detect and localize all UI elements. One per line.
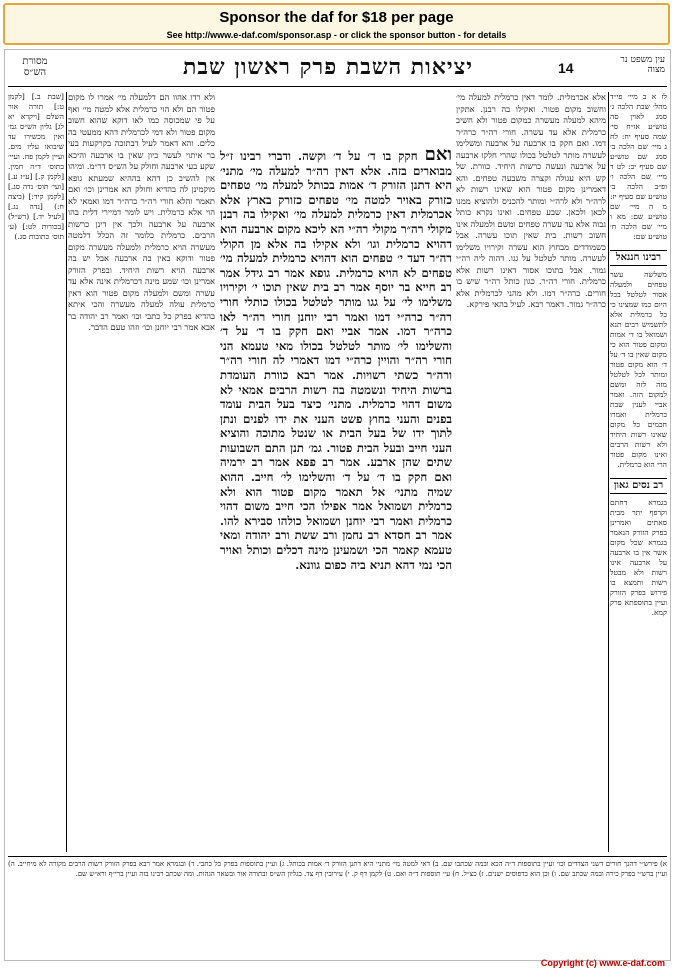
rashi-text: אלא אכרמלית. לומר דאין כרמלית למעלה מי׳ וחשוב מקום פטור. ואקילו בה רבנן. אתקין מיהא למעלה מעשרה כמקום פטור ולא חשיב כרמלית אלא עד עשרה. חורי רה״ר כרה״ר דמו. ואם חקק בו ארבעה על ארבעה ומשלימו לעשרה מותר לטלטל בכולו שהרי חלקו ארבעה על ארבעה ונעשה כרשות היחיד. כוורת. של קש היא עגולה וקצרה משבעה טפחים. והא דאמרינן מקום פטור הוא שאינו רשות לא לרה״ר ולא לרה״י ומותר להכניס ולהוציא ממנו לכאן ולכאן. שבע טפחים. ואינו נקרא כותל גבוה אלא עד עשרה טפחים ומשם ולמעלה אינו חשוב רשות. בית שאין תוכו עשרה. אבל כשמודדים מבחוץ הוא עשרה וקירויו משלימו לעשרה. מותר לטלטל על גגו. דהוה ליה רה״י גמור. אבל בתוכו אסור דאינו רשות אלא כרמלית. חורי רה״ר. כגון כותל רה״ר שיש בו חורים. כרה״ר דמו. ולא מהני לכרמלית אלא כרה״ר גמור. דאמר רבא. לעיל בהאי פירקא. — [456, 92, 606, 309]
masoret-hashas-title: מסורת הש״ס — [22, 56, 48, 78]
sponsor-title[interactable]: Sponsor the daf for $18 per page — [219, 9, 454, 26]
tractate-title: יציאות השבת פרק ראשון שבת — [182, 54, 473, 80]
ein-mishpat-column — [610, 92, 667, 852]
rav-nissim-gaon-title: רב נסים גאון — [610, 478, 667, 494]
daf-number: 14 — [558, 60, 574, 76]
sponsor-banner[interactable] — [3, 3, 670, 45]
gemara-column — [220, 148, 452, 848]
tosafot-column — [68, 92, 215, 852]
rabbeinu-chananel-title: רבינו חננאל — [610, 250, 667, 266]
column-divider — [66, 92, 67, 852]
masoret-text: [שבת ב.] [לקמן ט:] תורה אור השלם [ויקרא יא לג] גליון הש״ס גמ׳ ואין מכשירו עד שיבואו עליו מים. ועיין לקמן פח. ועיי׳ בתוס׳ ד״ה חמין. [לקמן ק.] [ע״ז ע.] [ועי׳ תוס׳ נדה סג.] [לקמן קיד:] (ביצה ח:) [נדה נג.] [לעיל יד.] (רש״ל) [בכורות לט:] (ע׳ תוס׳ כתובות סג.) — [8, 92, 64, 241]
column-divider — [608, 92, 609, 852]
page-header — [8, 52, 667, 87]
ein-mishpat-text: לז א ב מיי׳ פי״ד מהל׳ שבת הלכה ג׳ סמג לאוין סה טוש״ע או״ח סי׳ שמה סעיף יח: לח ג מיי׳ שם הלכה ב׳ סמג שם טוש״ע שם סעיף יב: לט ד מיי׳ שם הלכה ו׳ ופ״ב הלכה ב׳ טוש״ע שם סעיף יז: מ ה מיי׳ שם טוש״ע שם: מא ו מיי׳ שם הלכה ח׳ טוש״ע שם: — [610, 92, 667, 241]
rabbeinu-chananel-text: משלשה עשר טפחים ולמעלה אסור לטלטל בכל היום כמו שמצינו כי כל כרמלית אלא לתשמיש רבים תנא ושמואל בו ד׳ אמות ומקום פטור הוא כי מקום שאין בו ד׳ על ד׳ הוא מקום פטור ומותר לכל לטלטל מזה לזה ומשם למקום הזה. ואמר אביי לענין שבת כרמלית ואמרו חכמים כל מקום שאינו רשות היחיד ולא רשות הרבים ואינו מקום פטור הרי הוא כרמלית. — [610, 270, 667, 469]
gemara-text: חקק בו ד׳ על ד׳ וקשה. ודברי רבינו ז״ל מבוארים בזה. אלא דאין רה״ר למעלה מי׳ מתני׳ היא דתנן הזורק ד׳ אמות בכותל למעלה מי׳ טפחים כזורק באויר למטה מי׳ טפחים כזורק בארץ אלא אכרמלית דאין כרמלית למעלה מי׳ ואקילו בה רבנן מקולי רה״ר מקולי רה״י הא ליכא מקום ארבעה הוא דהויא כרמלית וגו׳ ולא אקילו בה אלא מן הקולי רה״ר דעד י׳ טפחים הוא דהויא כרמלית למעלה מי׳ טפחים לא הויא כרמלית. גופא אמר רב גידל אמר רב חייא בר יוסף אמר רב בית שאין תוכו י׳ וקירויו משלימו לי׳ על גגו מותר לטלטל בכולו כותלי חורי רה״ר כרה״י דמו ואמר רבי יוחנן חורי רה״ר לאו כרה״ר דמו. אמר אביי ואם חקק בו ד׳ על ד׳ והשלימו לי׳ מותר לטלטל בכולו מאי טעמא הני חורי רה״ר והויין כרה״י דמו דאמרי לה חורי רה״ר ורה״ר כשתי רשויות. אמר רבא כוורת העומדת ברשות היחיד ונשמטה בה רשות הרבים אמאי לא משום דהוי כרמלית. מתני׳ כיצד בעל הבית עומד בפנים והעני בחוץ פשט העני את ידו לפנים ונתן לתוך ידו של בעל הבית או שנטל מתוכה והוציא העני חייב ובעל הבית פטור. גמ׳ תנן התם השבועות שתים שהן ארבע. אמר רב פפא אמר רב ירמיה ואם חקק בו ד׳ על ד׳ והשלימו לי׳ חייב. ההוא שמיה מתני׳ אל תאמר מקום פטור הוא ולא כרמלית ושמואל אמר אפילו הכי חייב משום דהוי כרמלית ואמר רבי יוחנן ושמואל כולהו סבירא להו. אמר רב חסדא רב נחמן ורב ששת ורב יהודה ומאי טעמא קאמר הכי ושמעינן מינה דכלים וכותל ואויר הכי נמי דהא תניא ביה כפום גוונא. — [220, 149, 452, 572]
rashi-column — [456, 92, 606, 852]
footnotes: א) פירש״י דהנך חורים דשני הצדדים וכו׳ ועיין בתוספות ד״ה הכא ובמה שכתבו שם. ב) דאי למטה מי׳ מתני׳ היא דתנן הזורק ד׳ אמות בכותל. ג) ועיין בתוספות בפרק כל כתבי. ד) ובגמרא אמר רבא בפרק הזורק רשות הרבים מקורה לא מיחייב. ה) ועיין ברש״י בפרק כירה ובמה שכתב שם. ו) וכן הוא בדפוסים ישנים. ז) כצ״ל. ח) עי׳ תוספות ד״ה ואם. ט) לקמן דף ק. י) עירובין דף צד. בגליון הש״ס ובתורה אור ובשאר הגהות. ומה שכתב רבינו בזה ועיין ברי״ף ורא״ש שם. — [8, 856, 667, 956]
sponsor-subtitle[interactable]: See http://www.e-daf.com/sponsor.asp - or click the sponsor button - for details — [166, 30, 507, 40]
gemara-opening-word: ואם — [424, 148, 452, 165]
rav-nissim-gaon-text: בגמרא דחתם וקרפף יתר מבית סאתים ואמרינן בפרק הזורק הנאמר בגמרא שכל מקום אשר אין בו ארבעה על ארבעה אינו רשות ולא מבטל רשות ותמצא בו פירוש בפרק הזורק ועיין בתוספתא פרק קמא. — [610, 498, 667, 617]
talmud-page — [8, 52, 667, 957]
tosafot-text: ולא רדו אהוו הם דלמעלה מי׳ אמרו לו מקום פטור הם ולא הוי כרמלית אלא למטה מי׳ ואף על פי שמכוסה כמו לאו דוקא שהוא חשוב מקום פטור ולא דמי לכרמלית דהא ממעטי בה כלים. והא דאמר לעיל דבתוכה בקרקעות בעי בר איתוי לעשר כיון שאין בו ארבעה והיכא שקע בעי ארבעה וחולק על הש״ס דר״מ. ומיהו אין להשיב כן דהא בההיא שמעתא גופא מוקמינן לה בהדיא וחולק הא אמרינן וכו׳ ואם תאמר והלא חורי רה״ר כרה״ר דמו ואמאי לא הוי אלא כרמלית. ויש לומר דמיירי דלית בהו ארבעה על ארבעה ולכך אין דינן כרשות הרבים. כרמלית כלומר זה הכלל דלמטה מעשרה הויא כרמלית ולמעלה מעשרה מקום פטור ודוקא באין בה ארבעה אבל יש בה ארבעה הויא רשות היחיד. ובפרק הזורק אמרינן וכו׳ שמע מינה דכרמלית אינה אלא עד עשרה ומשם ולמעלה מקום פטור הוא דאין כרמלית עולה למעלה מעשרה והכי איתא בהדיא בפרק כל כתבי וכו׳ ואמר רב יהודה בר אבא אמר רבי יוחנן וכו׳ וזהו טעם הדבר. — [68, 92, 215, 332]
copyright-link[interactable]: Copyright (c) www.e-daf.com — [540, 958, 665, 968]
masoret-hashas-column — [8, 92, 64, 852]
ein-mishpat-title: עין משפט נר מצוה — [620, 55, 665, 75]
